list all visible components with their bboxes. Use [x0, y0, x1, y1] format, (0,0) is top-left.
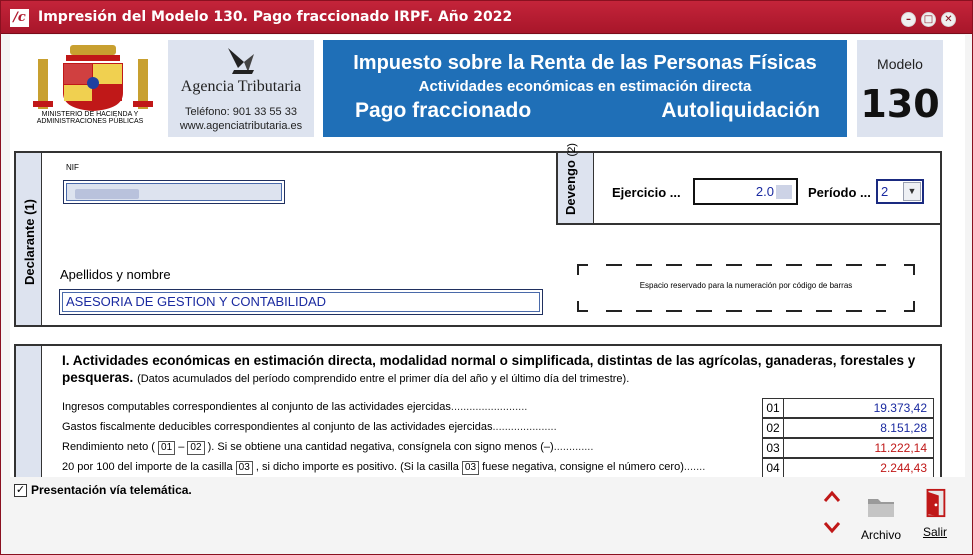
minimize-button[interactable]: –: [901, 12, 916, 27]
periodo-label: Período ...: [808, 185, 871, 200]
ejercicio-value: 2.0: [755, 184, 774, 199]
agencia-tributaria-logo-icon: [224, 46, 258, 76]
casilla-ref: 03: [462, 461, 479, 475]
nif-input[interactable]: [63, 180, 285, 204]
apellidos-label: Apellidos y nombre: [60, 267, 171, 282]
ejercicio-input[interactable]: [693, 178, 798, 205]
casilla-02-value[interactable]: 8.151,28: [784, 418, 934, 438]
telematica-label[interactable]: Presentación vía telemática.: [31, 483, 192, 497]
barcode-area: [576, 263, 916, 313]
coat-of-arms-icon: [28, 41, 158, 141]
chevron-up-icon[interactable]: [823, 489, 841, 503]
salir-label: Salir: [922, 525, 947, 539]
devengo-side-band: [558, 143, 594, 223]
ministerio-label: MINISTERIO DE HACIENDA Y ADMINISTRACIONES PÚBLICAS: [36, 111, 144, 125]
actividades-section: [14, 344, 942, 477]
devengo-label: Devengo: [563, 160, 578, 215]
ejercicio-redacted-digits: [776, 185, 792, 199]
section-note: (Datos acumulados del período comprendido entre el primer día del año y el último día del trimestre).: [137, 373, 630, 385]
declarante-side-band: [16, 153, 42, 325]
chevron-down-icon[interactable]: ▼: [903, 182, 921, 201]
casilla-04-value[interactable]: 2.244,43: [784, 458, 934, 477]
archivo-button[interactable]: [859, 491, 903, 542]
devengo-side-label: [563, 143, 578, 215]
casilla-01-value[interactable]: 19.373,42: [784, 398, 934, 418]
table-row: [62, 458, 936, 477]
ejercicio-label: Ejercicio ...: [612, 185, 681, 200]
app-logo-icon: /c: [10, 9, 29, 27]
periodo-select[interactable]: [876, 179, 924, 204]
row-label: Gastos fiscalmente deducibles correspondientes al conjunto de las actividades ejercidas.....................: [62, 421, 557, 433]
modelo-form: [10, 35, 965, 477]
agencia-telefono: Teléfono: 901 33 55 33: [185, 106, 297, 118]
banner-pago-fraccionado: Pago fraccionado: [355, 99, 532, 122]
telematica-checkbox[interactable]: ✓: [15, 483, 26, 496]
devengo-panel: [556, 143, 942, 225]
chevron-down-icon[interactable]: [823, 521, 841, 535]
agencia-name: Agencia Tributaria: [180, 78, 302, 95]
casilla-number: 04: [762, 458, 784, 477]
periodo-value: 2: [881, 184, 889, 199]
exit-door-icon: [919, 488, 951, 518]
casilla-ref: 03: [236, 461, 253, 475]
agencia-web: www.agenciatributaria.es: [179, 120, 303, 132]
banner-title: Impuesto sobre la Renta de las Personas Físicas: [353, 52, 817, 74]
modelo-number: 130: [860, 82, 940, 126]
devengo-note: (2): [566, 143, 578, 157]
declarante-section: [14, 143, 942, 327]
nif-label: NIF: [66, 163, 79, 172]
modelo-panel: [857, 40, 943, 137]
salir-button[interactable]: [915, 488, 955, 539]
modelo-label: Modelo: [877, 56, 923, 72]
declarante-side-label: Declarante (1): [22, 199, 37, 285]
banner-subtitle: Actividades económicas en estimación directa: [418, 78, 752, 95]
maximize-button[interactable]: □: [921, 12, 936, 27]
casilla-ref: 01: [158, 441, 175, 455]
table-row: [62, 418, 936, 438]
row-label: 20 por 100 del importe de la casilla 03 , si dicho importe es positivo. (Si la casilla 03 fuese negativa, consigne el número cero).......: [62, 461, 706, 473]
close-button[interactable]: ✕: [941, 12, 956, 27]
apellidos-value[interactable]: ASESORIA DE GESTION Y CONTABILIDAD: [62, 292, 540, 312]
casilla-number: 03: [762, 438, 784, 458]
section-side-band: [16, 346, 42, 477]
table-row: [62, 438, 936, 458]
row-label: Ingresos computables correspondientes al conjunto de las actividades ejercidas.........................: [62, 401, 528, 413]
archivo-label: Archivo: [860, 528, 901, 542]
window-title: Impresión del Modelo 130. Pago fraccionado IRPF. Año 2022: [38, 9, 513, 25]
apellidos-input[interactable]: [59, 289, 543, 315]
tax-banner: [323, 40, 847, 137]
casilla-03-value[interactable]: 11.222,14: [784, 438, 934, 458]
nif-input-inner[interactable]: [66, 183, 282, 201]
folder-icon: [865, 491, 897, 521]
row-label: Rendimiento neto ( 01 – 02 ). Si se obtiene una cantidad negativa, consígnela con signo menos (–).............: [62, 441, 594, 453]
agencia-tributaria-panel: [168, 40, 314, 137]
banner-autoliquidacion: Autoliquidación: [661, 99, 820, 122]
casilla-number: 02: [762, 418, 784, 438]
telematica-checkbox-row[interactable]: [14, 483, 192, 497]
casilla-ref: 02: [187, 441, 204, 455]
nif-redacted-value: [75, 189, 139, 199]
section-title: [62, 352, 922, 388]
casilla-number: 01: [762, 398, 784, 418]
table-row: [62, 398, 936, 418]
section-heading: I. Actividades económicas en estimación directa, modalidad normal o simplificada, distintas de las agrícolas, ganaderas, forestales y pesqueras.: [62, 353, 916, 385]
barcode-text: Espacio reservado para la numeración por código de barras: [639, 281, 853, 290]
title-bar[interactable]: [1, 1, 972, 34]
